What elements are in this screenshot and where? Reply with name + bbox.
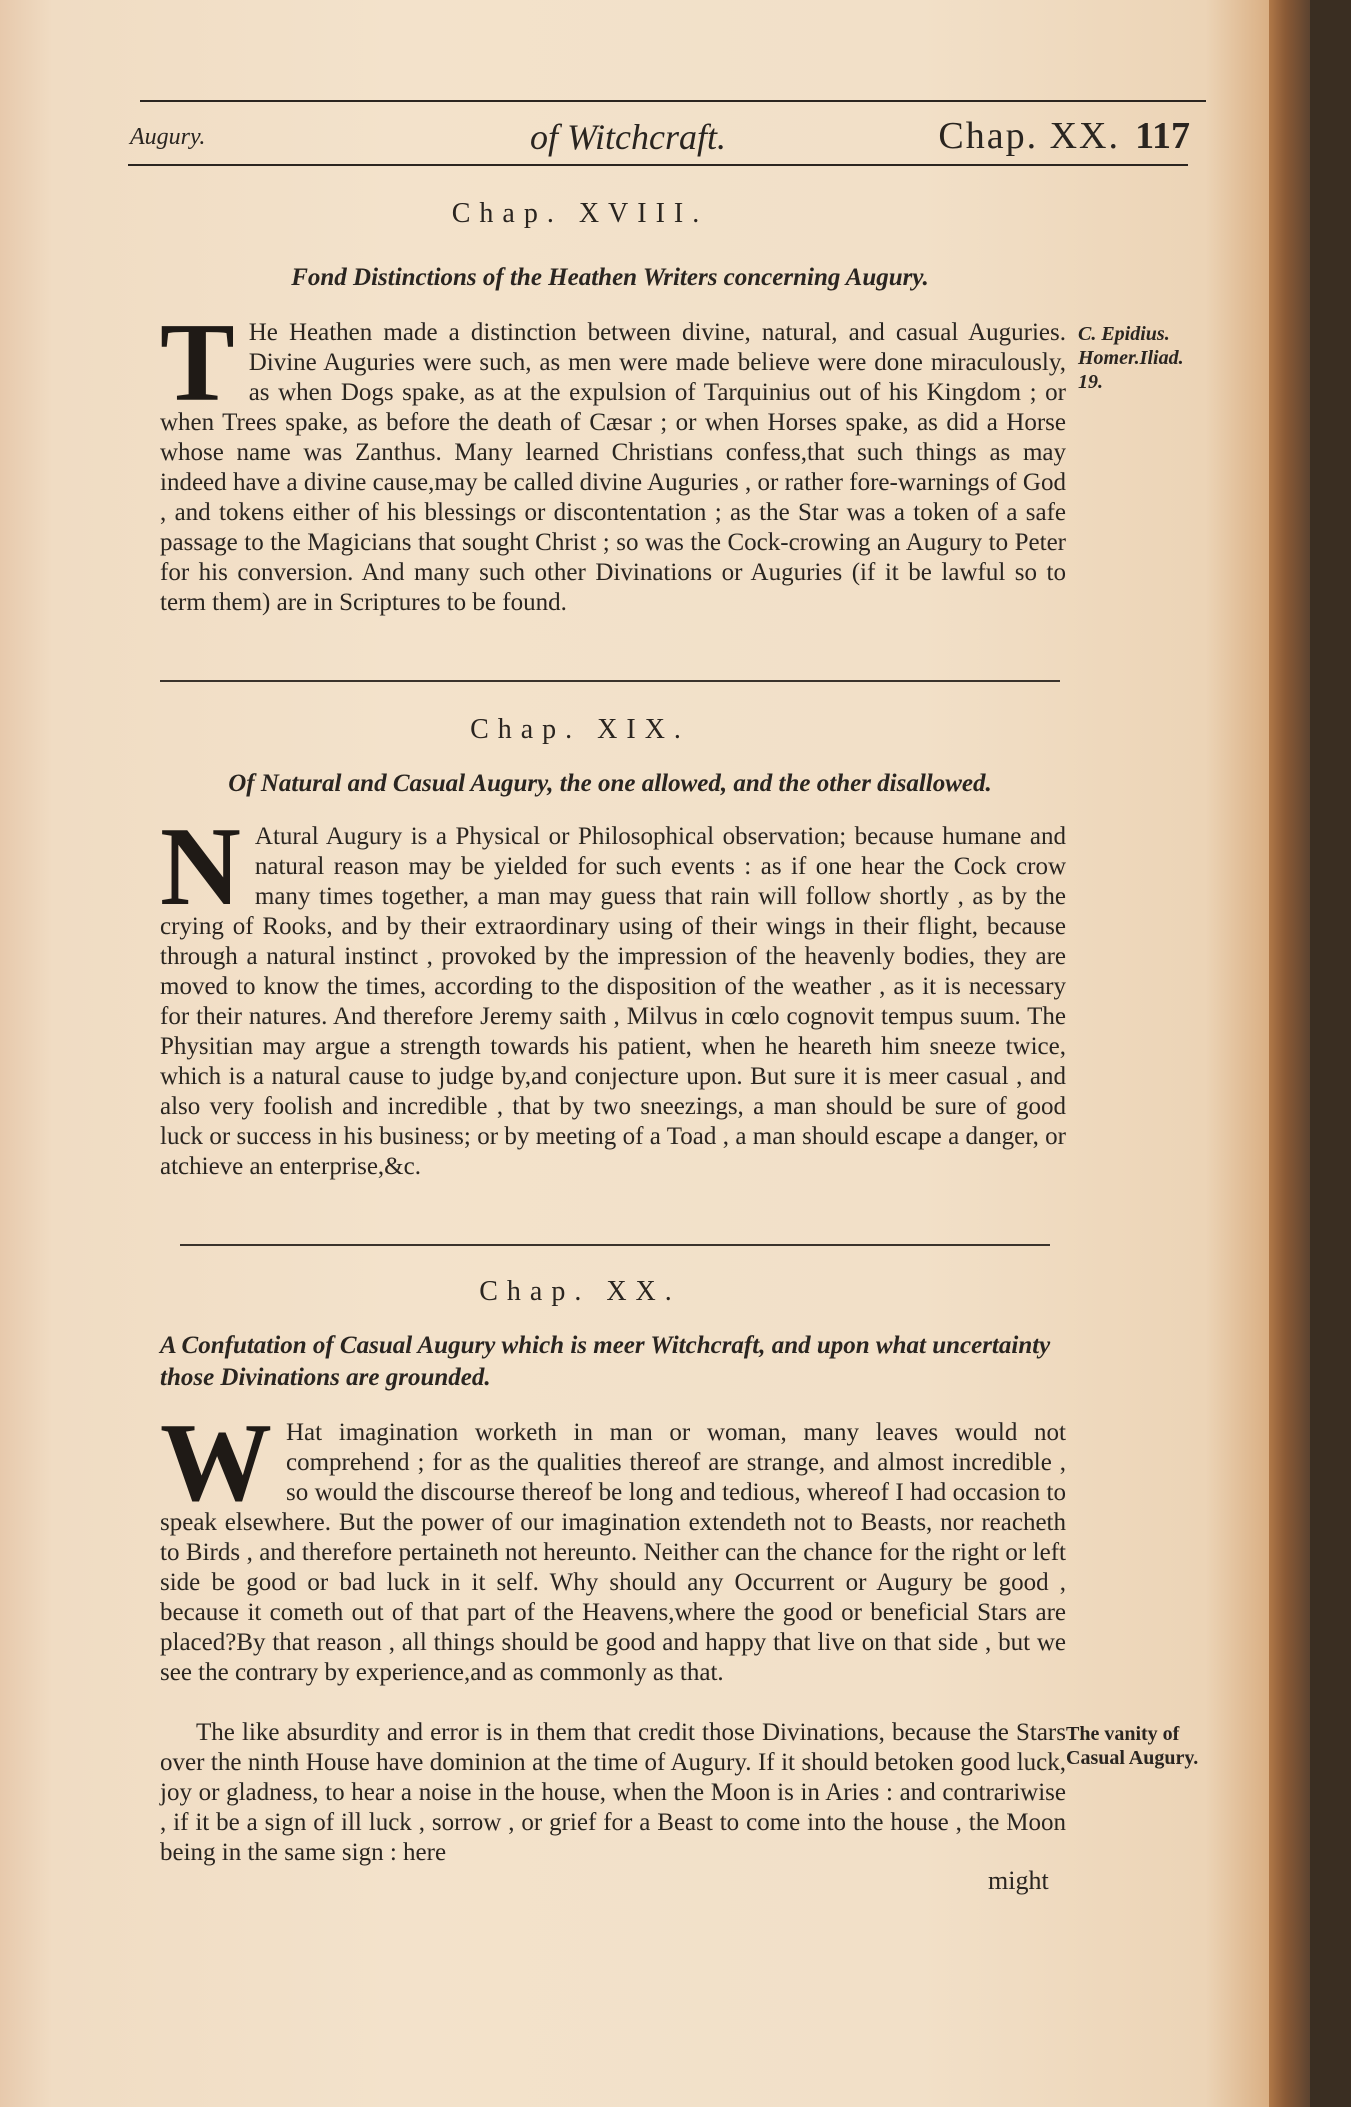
page-edge	[1269, 0, 1310, 2107]
chapter-20-subtitle: A Confutation of Casual Augury which is meer Witchcraft, and upon what uncertainty those Divinations are grounded.	[160, 1332, 1051, 1391]
header-center: of Witchcraft.	[530, 117, 726, 157]
chapter-20-dropcap: W	[160, 1401, 272, 1525]
running-header	[130, 112, 1190, 162]
section-divider-1	[160, 680, 1060, 682]
catchword: might	[988, 1866, 1049, 1895]
chapter-19-body: Atural Augury is a Physical or Philosophical observation; because humane and natural reason may be yielded for such events : as if one hear the Cock crow many times together, a man may guess that rain will follow shortly , as by the crying of Rooks, and by their extraordinary using of their wings in their flight, because through a natural instinct , provoked by the impression of the heavenly bodies, they are moved to know the times, according to the disposition of the weather , as it is necessary for their natures. And therefore Jeremy saith , Milvus in cœlo cognovit tempus suum. The Physitian may argue a strength towards his patient, when he heareth him sneeze twice, which is a natural cause to judge by,and conjecture upon. But sure it is meer casual , and also very foolish and incredible , that by two sneezings, a man should be sure of good luck or success in his business; or by meeting of a Toad , a man should escape a danger, or atchieve an enterprise,&c.	[160, 823, 1066, 1180]
chapter-18-dropcap: T	[160, 301, 235, 425]
chapter-18-subtitle: Fond Distinctions of the Heathen Writers concerning Augury.	[291, 264, 929, 291]
margin-note-vanity: The vanity of Casual Augury.	[1066, 1723, 1199, 1769]
header-rule-top	[140, 100, 1206, 102]
chapter-20-text	[160, 1401, 1066, 1688]
chapter-19-text	[160, 805, 1066, 1182]
chapter-18-text	[160, 301, 1066, 618]
header-rule-bottom	[128, 164, 1188, 166]
chapter-20-title: Chap. XX.	[479, 1276, 681, 1307]
margin-note-epidius: C. Epidius. Homer.Iliad. 19.	[1078, 323, 1184, 393]
header-chapter: Chap. XX.	[938, 115, 1120, 157]
chapter-20-text-2: The like absurdity and error is in them that credit those Divinations, because the Stars over the ninth House have dominion at the time of Augury. If it should betoken good luck, joy or gladness, to hear a noise in the house, when the Moon is in Aries : and contrariwise , if it be a sign of ill luck , sorrow , or grief for a Beast to come into the house , the Moon being in the same sign : here	[160, 1719, 1066, 1866]
section-divider-2	[180, 1244, 1050, 1246]
page-number: 117	[1135, 115, 1190, 157]
chapter-18-body: He Heathen made a distinction between divine, natural, and casual Auguries. Divine Auguries were such, as men were made believe were done miraculously, as when Dogs spake, as at the expulsion of Tarquinius out of his Kingdom ; or when Trees spake, as before the death of Cæsar ; or when Horses spake, as did a Horse whose name was Zanthus. Many learned Christians confess,that such things as may indeed have a divine cause,may be called divine Auguries , or rather fore-warnings of God , and tokens either of his blessings or discontentation ; as the Star was a token of a safe passage to the Magicians that sought Christ ; so was the Cock-crowing an Augury to Peter for his conversion. And many such other Divinations or Auguries (if it be lawful so to term them) are in Scriptures to be found.	[160, 319, 1066, 616]
chapter-20-body: Hat imagination worketh in man or woman, many leaves would not comprehend ; for as the qualities thereof are strange, and almost incredible , so would the discourse thereof be long and tedious, whereof I had occasion to speak elsewhere. But the power of our imagination extendeth not to Beasts, nor reacheth to Birds , and therefore pertaineth not hereunto. Neither can the chance for the right or left side be good or bad luck in it self. Why should any Occurrent or Augury be good , because it cometh out of that part of the Heavens,where the good or beneficial Stars are placed?By that reason , all things should be good and happy that live on that side , but we see the contrary by experience,and as commonly as that.	[160, 1419, 1066, 1686]
chapter-19-title: Chap. XIX.	[470, 714, 690, 745]
chapter-19-dropcap: N	[160, 805, 241, 929]
chapter-19-subtitle: Of Natural and Casual Augury, the one allowed, and the other disallowed.	[228, 770, 992, 797]
chapter-18-title: Chap. XVIII.	[451, 198, 709, 229]
header-left: Augury.	[130, 124, 206, 150]
